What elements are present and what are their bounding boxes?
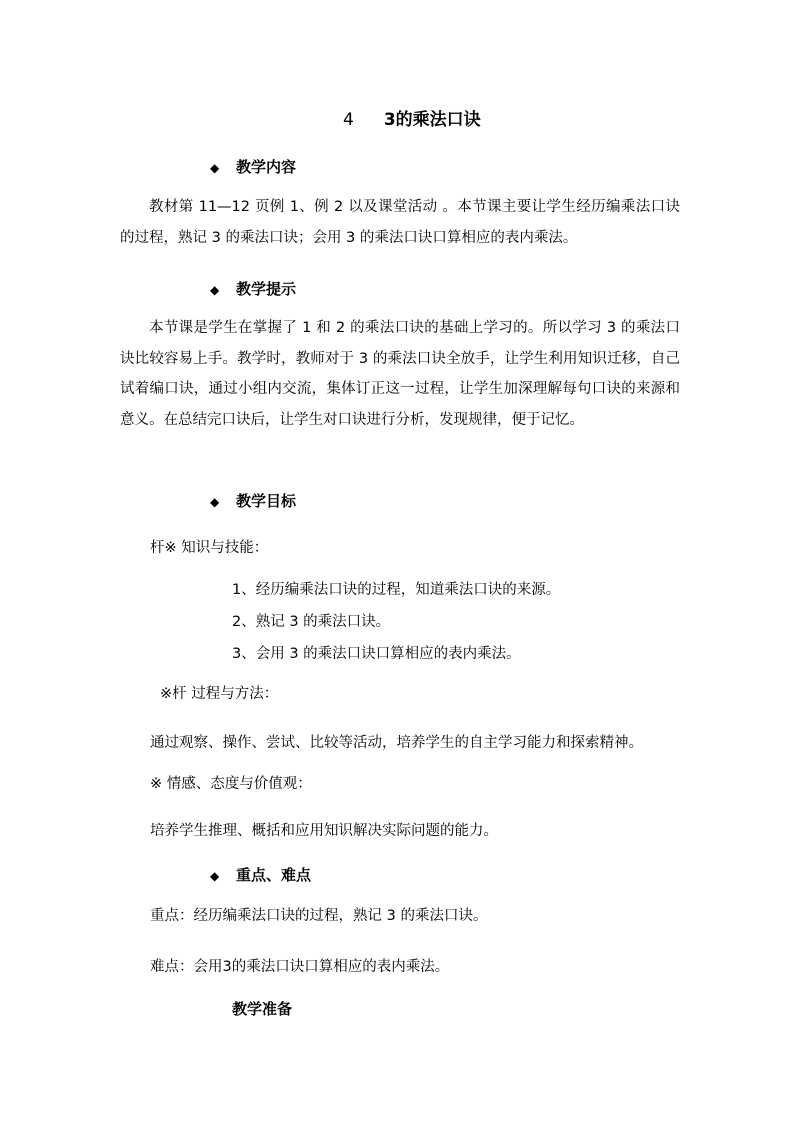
knowledge-label: 杆※ 知识与技能：: [150, 540, 269, 556]
emotion-text: 培养学生推理、概括和应用知识解决实际问题的能力。: [150, 823, 498, 839]
content-paragraph: 教材第 11—12 页例 1、例 2 以及课堂活动 。本节课主要让学生经历编乘法口诀的过程，熟记 3 的乘法口诀；会用 3 的乘法口诀口算相应的表内乘法。: [120, 199, 680, 246]
title-text: 3的乘法口诀: [383, 110, 481, 130]
diamond-icon: ◆: [210, 161, 220, 175]
hint-paragraph: 本节课是学生在掌握了 1 和 2 的乘法口诀的基础上学习的。所以学习 3 的乘法口诀比较容易上手。教学时，教师对于 3 的乘法口诀全放手，让学生利用知识迁移，自己试着编口诀，通过小组内交流，集体订正这一过程，让学生加深理解每句口诀的来源和意义。在总结完口诀后，让学生对口诀进行分析，发现规律，便于记忆。: [120, 320, 680, 428]
difficult-point: 难点：会用3的乘法口诀口算相应的表内乘法。: [150, 959, 450, 975]
knowledge-item-2: 2、熟记 3 的乘法口诀。: [232, 614, 391, 630]
knowledge-item-3: 3、会用 3 的乘法口诀口算相应的表内乘法。: [232, 646, 521, 662]
section-heading-prep: 教学准备: [232, 1000, 293, 1018]
section-heading-hint: ◆ 教学提示: [210, 280, 297, 298]
diamond-icon: ◆: [210, 869, 220, 883]
section-heading-content: ◆ 教学内容: [210, 158, 297, 176]
page-title: [343, 105, 481, 130]
key-point: 重点：经历编乘法口诀的过程，熟记 3 的乘法口诀。: [150, 908, 488, 924]
diamond-icon: ◆: [210, 283, 220, 297]
process-text: 通过观察、操作、尝试、比较等活动，培养学生的自主学习能力和探索精神。: [150, 735, 643, 751]
section-heading-goals: ◆ 教学目标: [210, 492, 297, 510]
diamond-icon: ◆: [210, 495, 220, 509]
section-heading-key-points: ◆ 重点、难点: [210, 866, 312, 884]
emotion-label: ※ 情感、态度与价值观：: [150, 776, 312, 792]
process-label: ※杆 过程与方法：: [160, 686, 279, 702]
knowledge-item-1: 1、经历编乘法口诀的过程，知道乘法口诀的来源。: [232, 582, 561, 598]
title-number: 4: [343, 110, 354, 130]
